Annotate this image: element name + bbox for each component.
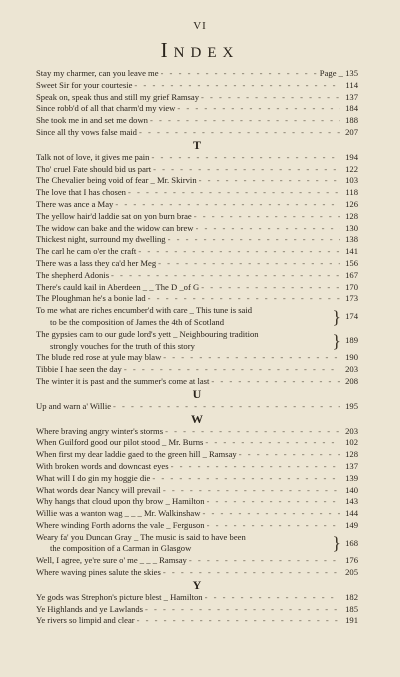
entry-page: 138 [345, 234, 358, 245]
entry-title-line2: to be the composition of James the 4th of Scotland [50, 316, 224, 327]
index-entry [36, 449, 358, 461]
brace-mark: } [332, 330, 341, 351]
entry-title: Stay my charmer, can you leave me [36, 68, 159, 78]
entry-title: The shepherd Adonis [36, 269, 110, 280]
dot-leader [202, 508, 340, 520]
dot-leader [239, 449, 340, 461]
entry-page: 141 [345, 246, 358, 257]
entry-title: Well, I agree, ye're sure o' me _ _ _ Ramsay [36, 555, 187, 566]
entry-title: Since all thy vows false maid [36, 126, 137, 137]
entry-page: 139 [345, 472, 358, 483]
entry-page: 190 [345, 352, 358, 363]
index-entry [36, 532, 358, 556]
entry-page: 184 [345, 103, 358, 114]
entry-page: 194 [345, 151, 358, 162]
dot-leader [211, 376, 340, 388]
dot-leader [163, 352, 340, 364]
entry-page: 143 [345, 496, 358, 507]
index-entry [36, 258, 358, 270]
page-title [0, 38, 400, 63]
dot-leader [194, 211, 340, 223]
entry-title: Since robb'd of all that charm'd my view [36, 103, 176, 114]
index-entry [36, 473, 358, 485]
index-entry [36, 282, 358, 294]
entry-title: The love that I has chosen [36, 187, 126, 198]
entry-title-line1: The gypsies cam to our gude lord's yett _ Neighbouring tradition [36, 328, 259, 339]
entry-page: 144 [345, 508, 358, 519]
entry-title: Tibbie I hae seen the day [36, 364, 122, 375]
index-entry [36, 426, 358, 438]
dot-leader [128, 187, 340, 199]
index-entry [36, 604, 358, 616]
entry-title: The carl he cam o'er the craft [36, 246, 137, 257]
dot-leader [152, 473, 340, 485]
dot-leader [196, 223, 341, 235]
index-entry [36, 164, 358, 176]
dot-leader [163, 485, 340, 497]
index-entry [36, 234, 358, 246]
section-letter: Y [192, 577, 202, 592]
entry-page: 176 [345, 555, 358, 566]
dot-leader [134, 80, 340, 92]
entry-title-line1: To me what are riches encumber'd with care _ This tune is said [36, 305, 253, 316]
dot-leader [207, 520, 340, 532]
entry-title: Willie was a wanton wag _ _ _ Mr. Walkinshaw [36, 508, 201, 519]
entry-page: 103 [345, 175, 358, 186]
dot-leader [153, 164, 340, 176]
index-entry [36, 615, 358, 627]
entry-title: Where waving pines salute the skies [36, 567, 161, 578]
dot-leader [207, 496, 340, 508]
dot-leader [124, 364, 340, 376]
index-entry [36, 364, 358, 376]
entry-title: The blude red rose at yule may blaw [36, 352, 162, 363]
entry-title-line1: Weary fa' you Duncan Gray _ The music is said to have been [36, 531, 246, 542]
entry-title: Up and warn a' Willie [36, 400, 112, 411]
entry-title: When Guilford good our pilot stood _ Mr. Burns [36, 437, 204, 448]
entry-page: 130 [345, 222, 358, 233]
entry-title-line2: strongly vouches for the truth of this story [50, 340, 195, 351]
dot-leader [158, 258, 340, 270]
entry-title: She took me in and set me down [36, 115, 148, 126]
entry-title: There's cauld kail in Aberdeen _ _ The D _of G [36, 281, 200, 292]
dot-leader [163, 567, 340, 579]
index-entry [36, 485, 358, 497]
section-letter: W [191, 411, 203, 426]
dot-leader [205, 437, 340, 449]
entry-page: 128 [345, 210, 358, 221]
dot-leader [139, 127, 340, 139]
dot-leader [150, 115, 340, 127]
index-entry [36, 305, 358, 329]
entry-title: Where winding Forth adorns the vale _ Ferguson [36, 519, 205, 530]
page-title-text: Index [160, 38, 240, 62]
entry-title: Ye gods was Strephon's picture blest _ Hamilton [36, 591, 203, 602]
index-entries [36, 68, 358, 627]
dot-leader [115, 199, 340, 211]
dot-leader [151, 152, 340, 164]
index-entry [36, 68, 358, 80]
dot-leader [205, 592, 340, 604]
index-entry [36, 401, 358, 413]
entry-page: 182 [345, 591, 358, 602]
entry-title: What will I do gin my hoggie die [36, 472, 151, 483]
entry-title: Why hangs that cloud upon thy brow _ Hamilton [36, 496, 205, 507]
index-entry [36, 461, 358, 473]
entry-title: The yellow hair'd laddie sat on yon burn brae [36, 210, 192, 221]
page-number: VI [193, 20, 207, 32]
entry-title: With broken words and downcast eyes [36, 460, 169, 471]
entry-page: 149 [345, 519, 358, 530]
dot-leader [168, 234, 340, 246]
index-entry [36, 246, 358, 258]
index-entry [36, 199, 358, 211]
entry-page: 118 [345, 187, 358, 198]
brace-mark: } [332, 533, 341, 554]
entry-title: Thickest night, surround my dwelling [36, 234, 166, 245]
dot-leader [165, 426, 340, 438]
entry-page: 207 [345, 126, 358, 137]
entry-page: 170 [345, 281, 358, 292]
entry-title: What words dear Nancy will prevail [36, 484, 161, 495]
entry-title: Tho' cruel Fate should bid us part [36, 163, 152, 174]
dot-leader [138, 246, 340, 258]
dot-leader [161, 68, 318, 80]
entry-title: Where braving angry winter's storms [36, 425, 164, 436]
entry-title: When first my dear laddie gaed to the green hill _ Ramsay [36, 449, 237, 460]
entry-page: 191 [345, 615, 358, 626]
index-entry [36, 508, 358, 520]
entry-title: Ye rivers so limpid and clear [36, 615, 135, 626]
entry-title: There was a lass they ca'd her Meg [36, 257, 157, 268]
entry-page: 185 [345, 603, 358, 614]
entry-title: The winter it is past and the summer's come at last [36, 375, 210, 386]
section-letter: T [192, 137, 201, 152]
dot-leader [145, 604, 340, 616]
entry-page: 137 [345, 91, 358, 102]
dot-leader [137, 615, 340, 627]
section-letter: U [192, 386, 202, 401]
entry-page: 203 [345, 425, 358, 436]
entry-title: The Ploughman he's a bonie lad [36, 293, 146, 304]
entry-title: Speak on, speak thus and still my grief Ramsay [36, 91, 200, 102]
index-entry [36, 223, 358, 235]
dot-leader [111, 270, 340, 282]
dot-leader [201, 282, 340, 294]
index-entry [36, 352, 358, 364]
index-entry [36, 103, 358, 115]
entry-title: There was ance a May [36, 198, 114, 209]
index-entry [36, 152, 358, 164]
entry-page: 156 [345, 257, 358, 268]
dot-leader [189, 555, 340, 567]
entry-page: 167 [345, 269, 358, 280]
entry-page: 114 [345, 79, 358, 90]
index-entry [36, 437, 358, 449]
index-entry [36, 127, 358, 139]
entry-title-line2: the composition of a Carman in Glasgow [50, 543, 192, 554]
entry-page: 205 [345, 567, 358, 578]
index-entry [36, 80, 358, 92]
entry-page: 128 [345, 449, 358, 460]
dot-leader [201, 92, 340, 104]
entry-page: 174 [345, 311, 358, 322]
entry-page: 195 [345, 400, 358, 411]
dot-leader [148, 293, 340, 305]
entry-page: 173 [345, 293, 358, 304]
entry-page: 102 [345, 437, 358, 448]
entry-page: 189 [345, 334, 358, 345]
entry-title: Ye Highlands and ye Lawlands [36, 603, 144, 614]
entry-page: 140 [345, 484, 358, 495]
entry-page: 168 [345, 537, 358, 548]
index-entry [36, 211, 358, 223]
index-entry [36, 175, 358, 187]
dot-leader [171, 461, 340, 473]
index-entry [36, 555, 358, 567]
brace-mark: } [332, 306, 341, 327]
dot-leader [113, 401, 340, 413]
index-entry [36, 329, 358, 353]
index-entry [36, 270, 358, 282]
index-entry [36, 592, 358, 604]
index-entry [36, 187, 358, 199]
entry-title: The widow can bake and the widow can brew [36, 222, 194, 233]
index-entry [36, 115, 358, 127]
dot-leader [177, 103, 340, 115]
entry-title: The Chevalier being void of fear _ Mr. Skirvin [36, 175, 197, 186]
index-entry [36, 376, 358, 388]
entry-title: Sweet Sir for your courtesie [36, 79, 133, 90]
index-entry [36, 496, 358, 508]
entry-page: 122 [345, 163, 358, 174]
index-entry [36, 92, 358, 104]
entry-page: 208 [345, 375, 358, 386]
entry-page: 126 [345, 198, 358, 209]
entry-page: 137 [345, 460, 358, 471]
entry-page: 203 [345, 364, 358, 375]
dot-leader [199, 175, 340, 187]
index-entry [36, 520, 358, 532]
index-entry [36, 293, 358, 305]
entry-title: Talk not of love, it gives me pain [36, 151, 150, 162]
entry-page: 188 [345, 115, 358, 126]
entry-page: Page _ 135 [319, 68, 358, 78]
